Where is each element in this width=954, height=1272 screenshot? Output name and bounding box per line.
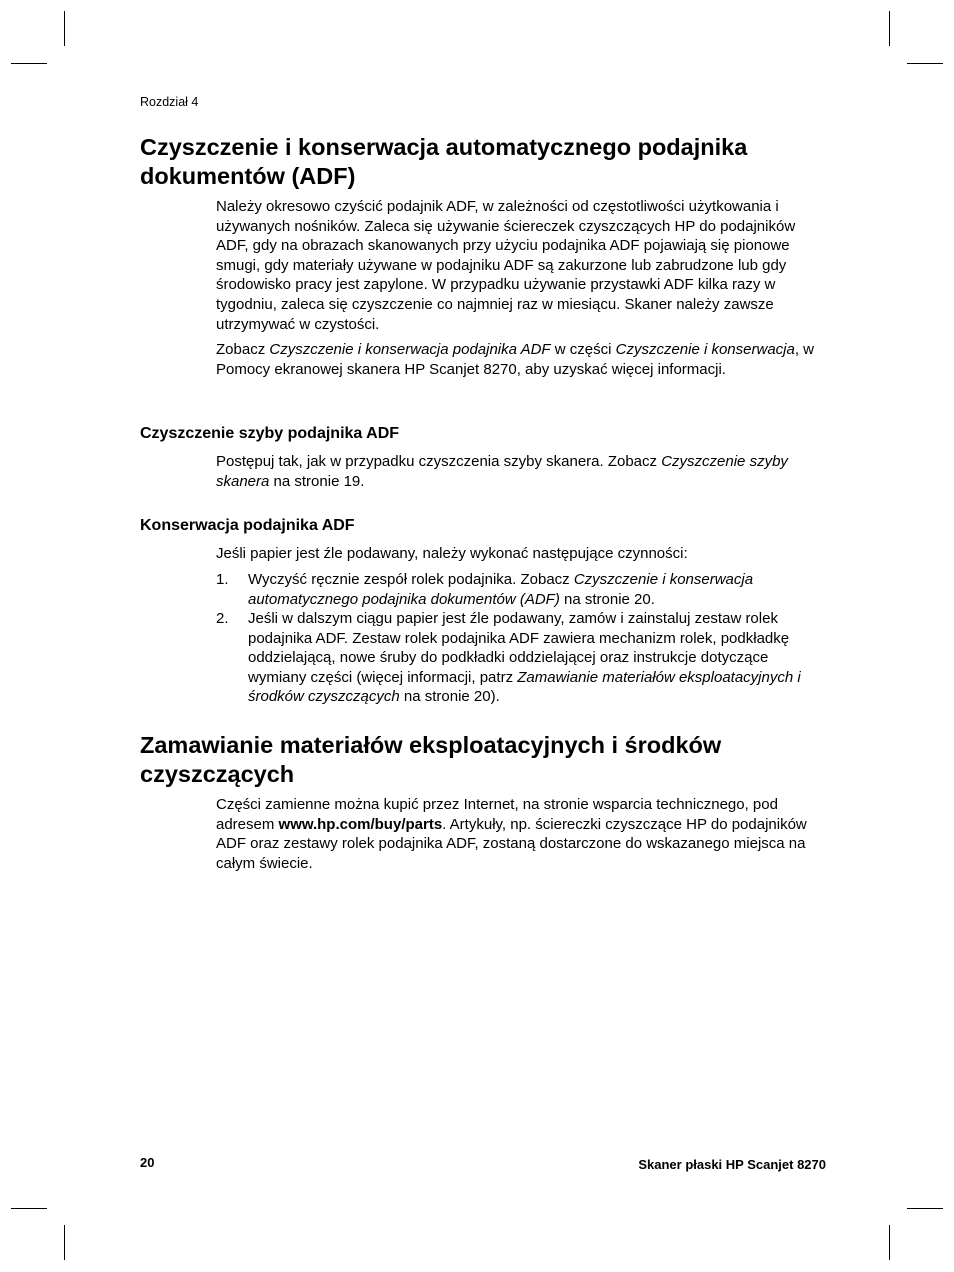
text-run: Części zamienne można kupić przez Internet, na stronie wsparcia technicznego, pod adresem — [216, 796, 778, 833]
title-line-2: dokumentów (ADF) — [140, 163, 356, 189]
reference-section: Czyszczenie i konserwacja — [615, 341, 795, 358]
text-run: , w Pomocy ekranowej skanera HP Scanjet 8270, aby uzyskać więcej informacji. — [216, 341, 815, 378]
reference-title: Czyszczenie szyby skanera — [216, 453, 788, 490]
crop-mark-top-left-h — [11, 63, 47, 64]
maintenance-intro: Jeśli papier jest źle podawany, należy wykonać następujące czynności: — [216, 545, 688, 562]
title-line-2: czyszczących — [140, 761, 295, 787]
reference-title: Zamawianie materiałów eksploatacyjnych i środków czyszczących — [248, 668, 801, 706]
glass-cleaning-paragraph — [216, 452, 830, 491]
crop-mark-bottom-right-h — [907, 1208, 943, 1209]
text-run: Jeśli w dalszym ciągu papier jest źle podawany, zamów i zainstaluj zestaw rolek podajnika ADF. Zestaw rolek podajnika ADF zawiera mechanizm rolek, podkładkę oddzielającą, nowe śruby do podkładki oddzielającej oraz instrukcje dotyczące wymiany części (więcej informacji, patrz — [248, 610, 790, 686]
ordering-paragraph — [216, 795, 830, 873]
title-line-1: Zamawianie materiałów eksploatacyjnych i środków — [140, 732, 722, 758]
subsection-title-maintenance: Konserwacja podajnika ADF — [140, 517, 355, 534]
footer-product-title: Skaner płaski HP Scanjet 8270 — [638, 1157, 826, 1172]
title-line-1: Czyszczenie i konserwacja automatycznego podajnika — [140, 134, 748, 160]
list-item — [248, 609, 830, 707]
section-title-ordering-supplies — [140, 731, 840, 789]
chapter-header: Rozdział 4 — [140, 95, 199, 109]
page-number: 20 — [140, 1155, 155, 1170]
crop-mark-top-right-h — [907, 63, 943, 64]
text-run: w części — [550, 341, 616, 358]
text-run: Postępuj tak, jak w przypadku czyszczenia szyby skanera. Zobacz — [216, 453, 662, 470]
text-run: Wyczyść ręcznie zespół rolek podajnika. Zobacz — [248, 571, 574, 588]
text-run: na stronie 20. — [559, 590, 655, 608]
section-title-adf-cleaning — [140, 133, 840, 191]
parts-website-link[interactable]: www.hp.com/buy/parts — [278, 815, 443, 833]
text-run: na stronie 19. — [269, 472, 365, 490]
list-item-number: 2. — [216, 610, 229, 627]
reference-title: Czyszczenie i konserwacja podajnika ADF — [269, 341, 551, 358]
subsection-title-glass: Czyszczenie szyby podajnika ADF — [140, 425, 400, 442]
reference-title: Czyszczenie i konserwacja automatycznego podajnika dokumentów (ADF) — [248, 571, 754, 608]
text-run: . Artykuły, np. ściereczki czyszczące HP do podajników ADF oraz zestawy rolek podajnika ADF, zostaną dostarczone do wskazanego miejsca na całym świecie. — [216, 815, 807, 872]
crop-mark-top-right-v — [889, 11, 890, 46]
text-run: Zobacz — [216, 341, 270, 358]
list-item — [248, 570, 830, 609]
text-run: na stronie 20). — [399, 688, 500, 706]
list-item-number: 1. — [216, 571, 229, 588]
adf-help-reference-paragraph — [216, 340, 830, 379]
adf-cleaning-paragraph: Należy okresowo czyścić podajnik ADF, w zależności od częstotliwości użytkowania i używanych nośników. Zaleca się używanie ściereczek czyszczących HP do podajników ADF, gdy na obrazach skanowanych przy użyciu podajnika ADF pojawiają się pionowe smugi, gdy materiały używane w podajniku ADF są zakurzone lub zabrudzone lub gdy środowisko pracy jest zapylone. W przypadku używanie przystawki ADF kilka razy w tygodniu, zaleca się czyszczenie co najmniej raz w miesiącu. Skaner należy zawsze utrzymywać w czystości. — [216, 198, 796, 333]
crop-mark-bottom-left-h — [11, 1208, 47, 1209]
crop-mark-bottom-left-v — [64, 1225, 65, 1260]
crop-mark-bottom-right-v — [889, 1225, 890, 1260]
crop-mark-top-left-v — [64, 11, 65, 46]
